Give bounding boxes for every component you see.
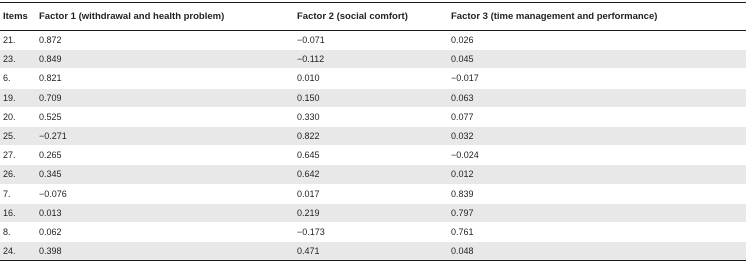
table-row [0,107,746,126]
cell-factor-3: 0.063 [448,88,746,107]
factor-loadings-table [0,2,746,261]
cell-factor-1: 0.821 [36,69,294,88]
cell-factor-1: 0.013 [36,203,294,222]
cell-factor-3: 0.077 [448,107,746,126]
cell-factor-3: 0.012 [448,165,746,184]
cell-factor-1: −0.271 [36,126,294,145]
cell-factor-1: 0.265 [36,146,294,165]
cell-factor-1: 0.709 [36,88,294,107]
cell-item: 25. [0,126,36,145]
cell-factor-1: −0.076 [36,184,294,203]
cell-factor-2: −0.173 [294,222,448,241]
cell-factor-2: 0.219 [294,203,448,222]
cell-factor-3: 0.761 [448,222,746,241]
cell-factor-3: −0.017 [448,69,746,88]
cell-item: 26. [0,165,36,184]
cell-factor-1: 0.849 [36,50,294,69]
cell-factor-3: 0.045 [448,50,746,69]
cell-item: 20. [0,107,36,126]
cell-factor-2: 0.150 [294,88,448,107]
cell-factor-2: 0.010 [294,69,448,88]
table-body [0,31,746,261]
table-row [0,146,746,165]
cell-item: 7. [0,184,36,203]
cell-item: 27. [0,146,36,165]
header-factor-2: Factor 2 (social comfort) [294,3,448,31]
cell-factor-3: −0.024 [448,146,746,165]
cell-item: 19. [0,88,36,107]
table-row [0,69,746,88]
table-row [0,165,746,184]
table-row [0,222,746,241]
header-factor-1: Factor 1 (withdrawal and health problem) [36,3,294,31]
cell-factor-2: 0.017 [294,184,448,203]
cell-factor-3: 0.026 [448,31,746,50]
cell-factor-3: 0.797 [448,203,746,222]
cell-item: 23. [0,50,36,69]
cell-factor-2: 0.645 [294,146,448,165]
table-row [0,31,746,50]
cell-factor-1: 0.398 [36,242,294,261]
cell-item: 21. [0,31,36,50]
cell-factor-2: 0.330 [294,107,448,126]
table-row [0,203,746,222]
cell-factor-1: 0.872 [36,31,294,50]
cell-factor-2: −0.112 [294,50,448,69]
cell-item: 16. [0,203,36,222]
cell-factor-1: 0.345 [36,165,294,184]
cell-factor-2: 0.471 [294,242,448,261]
header-items: Items [0,3,36,31]
table-row [0,88,746,107]
header-row [0,3,746,31]
cell-factor-2: 0.642 [294,165,448,184]
cell-factor-3: 0.839 [448,184,746,203]
cell-item: 8. [0,222,36,241]
cell-factor-2: −0.071 [294,31,448,50]
cell-item: 6. [0,69,36,88]
cell-factor-1: 0.062 [36,222,294,241]
cell-factor-3: 0.048 [448,242,746,261]
cell-factor-3: 0.032 [448,126,746,145]
cell-factor-2: 0.822 [294,126,448,145]
header-factor-3: Factor 3 (time management and performance) [448,3,746,31]
table-row [0,126,746,145]
table-header [0,3,746,31]
table-row [0,50,746,69]
cell-item: 24. [0,242,36,261]
table-row [0,184,746,203]
cell-factor-1: 0.525 [36,107,294,126]
table-row [0,242,746,261]
